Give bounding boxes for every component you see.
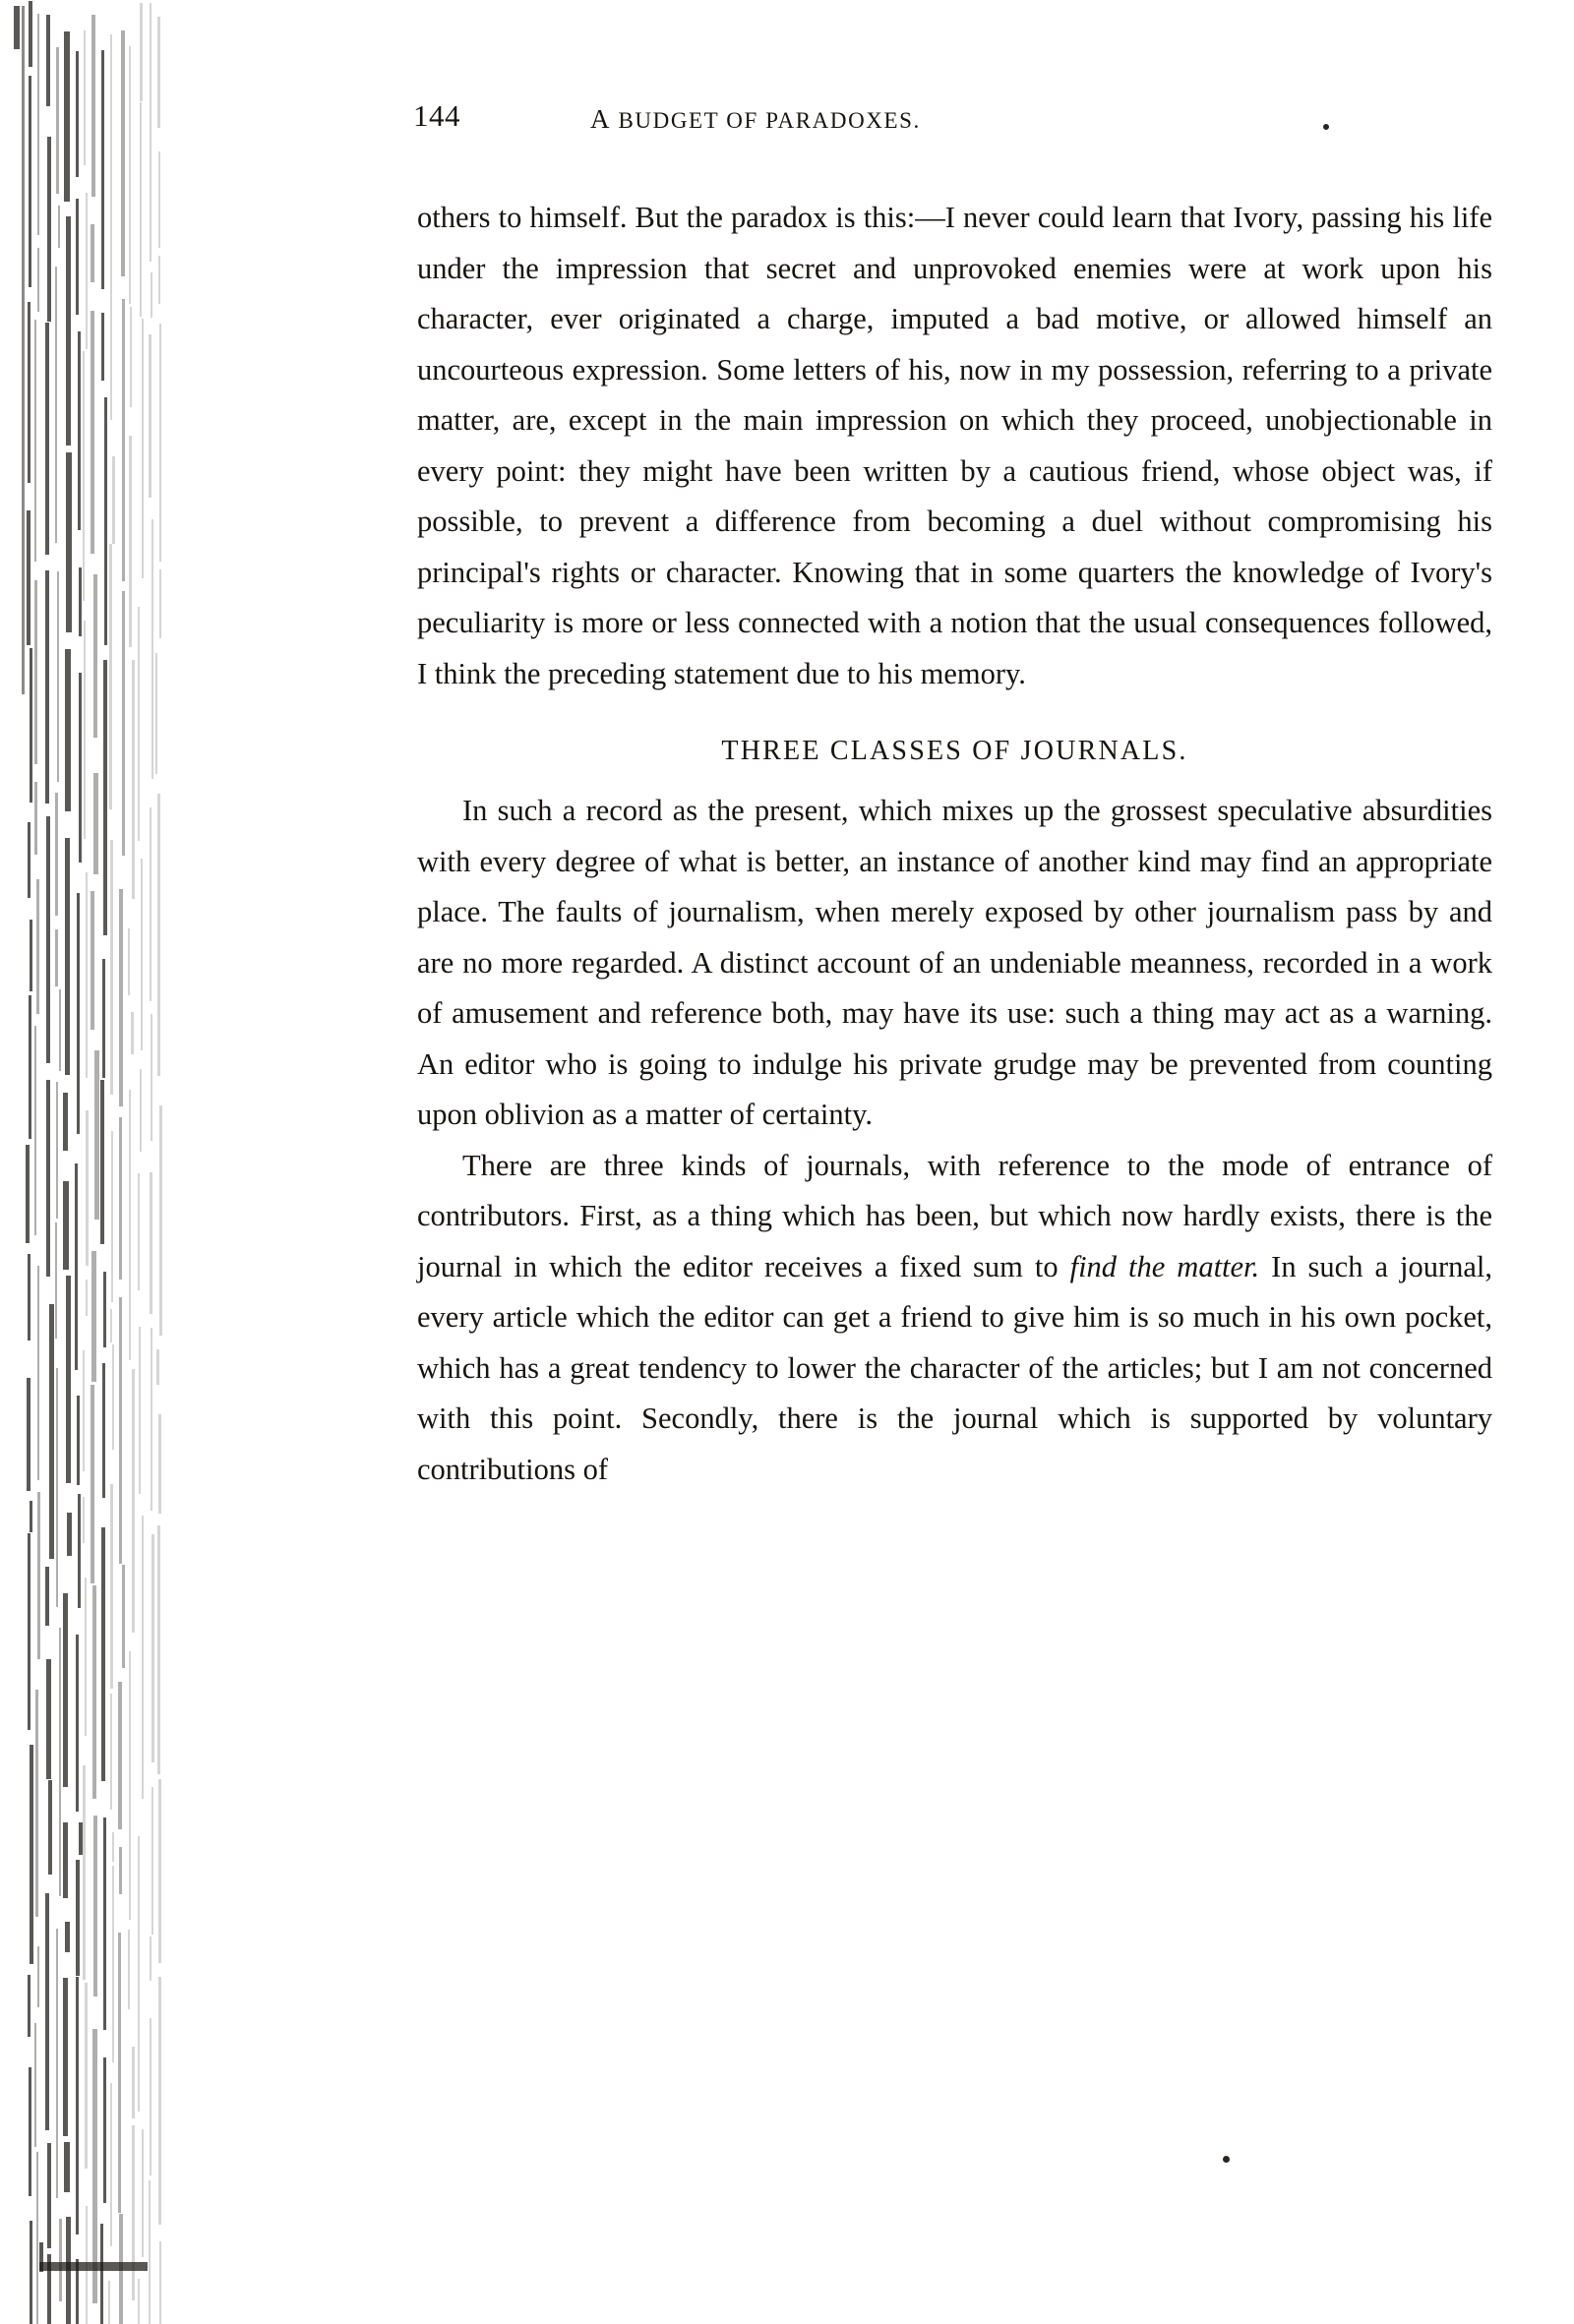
running-head: A BUDGET OF PARADOXES.	[590, 104, 921, 134]
paragraph-2: In such a record as the present, which mixes up the grossest speculative absurdities with every degree of what is better, an instance of another kind may find an appropriate place. The faults of journalism, when merely exposed by other journalism pass by and are no more regarded. A distinct account of an undeniable meanness, recorded in a work of amusement and reference both, may have its use: such a thing may act as a warning. An editor who is going to indulge his private grudge may be prevented from counting upon oblivion as a matter of certainty.	[417, 794, 1492, 1131]
text-column	[417, 193, 1492, 1495]
paragraph-3-tail: In such a journal, every article which the editor can get a friend to give him is so much in his own pocket, which has a great tendency to lower the character of the articles; but I am not concerned with this point. Secondly, there is the journal which is supported by voluntary contributions of	[417, 1249, 1492, 1486]
section-heading: THREE CLASSES OF JOURNALS.	[721, 736, 1188, 766]
paragraph-3-italic-phrase: find the matter.	[1069, 1249, 1260, 1283]
paragraph-3	[417, 1141, 1492, 1496]
scan-speck-top	[1323, 124, 1329, 130]
paragraph-1: others to himself. But the paradox is this:—I never could learn that Ivory, passing his life under the impression that secret and unprovoked enemies were at work upon his character, ever originated a charge, imputed a bad motive, or allowed himself an uncourteous expression. Some letters of his, now in my possession, referring to a private matter, are, except in the main impression on which they proceed, unobjectionable in every point: they might have been written by a cautious friend, whose object was, if possible, to prevent a difference from becoming a duel without compromising his principal's rights or character. Knowing that in some quarters the knowledge of Ivory's peculiarity is more or less connected with a notion that the usual consequences followed, I think the preceding statement due to his memory.	[417, 201, 1492, 690]
paragraph-3-lead: There are three kinds of journals, with reference to the mode of entrance of contributors. First, as a thing which has been, but which now hardly exists, there is the journal in which the editor receives a fixed sum to	[417, 1148, 1492, 1283]
page-number: 144	[413, 98, 460, 133]
scan-speck-bottom	[1223, 2156, 1230, 2163]
page-header	[413, 98, 1485, 138]
